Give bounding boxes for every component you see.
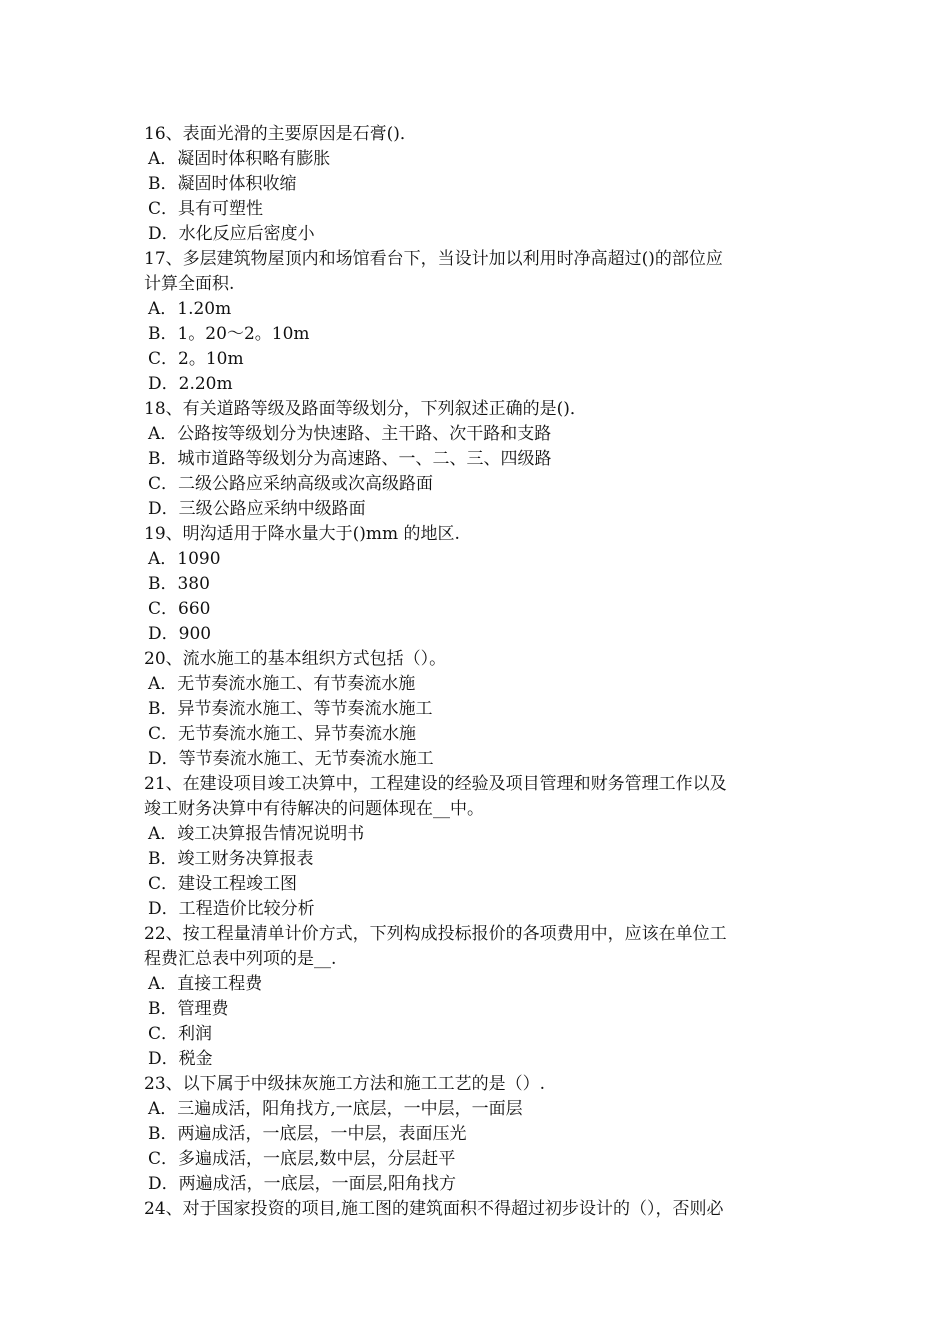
- question-block: [144, 1197, 812, 1222]
- answer-option: B．凝固时体积收缩: [148, 174, 297, 194]
- answer-option: B．城市道路等级划分为高速路、一、二、三、四级路: [148, 449, 552, 469]
- question-block: [144, 772, 812, 922]
- question-block: [144, 522, 812, 647]
- question-text: 19、明沟适用于降水量大于()mm 的地区.: [144, 524, 460, 544]
- answer-option: A．直接工程费: [148, 974, 263, 994]
- answer-option: A．凝固时体积略有膨胀: [148, 149, 331, 169]
- question-text: 17、多层建筑物屋顶内和场馆看台下，当设计加以利用时净高超过()的部位应: [144, 249, 723, 269]
- answer-option: C．利润: [148, 1024, 213, 1044]
- answer-option: C．多遍成活，一底层,数中层，分层赶平: [148, 1149, 456, 1169]
- answer-option: C．建设工程竣工图: [148, 874, 298, 894]
- question-text: 22、按工程量清单计价方式，下列构成投标报价的各项费用中，应该在单位工: [144, 924, 727, 944]
- answer-option: A．公路按等级划分为快速路、主干路、次干路和支路: [148, 424, 552, 444]
- question-text: 程费汇总表中列项的是__.: [144, 949, 337, 969]
- answer-option: C．2。10m: [148, 349, 244, 369]
- answer-option: C．无节奏流水施工、异节奏流水施: [148, 724, 417, 744]
- question-text: 计算全面积.: [144, 274, 235, 294]
- question-block: [144, 1072, 812, 1197]
- answer-option: C．具有可塑性: [148, 199, 264, 219]
- answer-option: A．竣工决算报告情况说明书: [148, 824, 365, 844]
- question-block: [144, 122, 812, 247]
- answer-option: D．两遍成活，一底层，一面层,阳角找方: [148, 1174, 457, 1194]
- question-text: 竣工财务决算中有待解决的问题体现在__中。: [144, 799, 484, 819]
- answer-option: D．水化反应后密度小: [148, 224, 315, 244]
- answer-option: D．工程造价比较分析: [148, 899, 315, 919]
- answer-option: D．900: [148, 624, 212, 644]
- answer-option: B．竣工财务决算报表: [148, 849, 314, 869]
- question-text: 21、在建设项目竣工决算中，工程建设的经验及项目管理和财务管理工作以及: [144, 774, 727, 794]
- question-block: [144, 397, 812, 522]
- answer-option: B．管理费: [148, 999, 229, 1019]
- answer-option: A．1090: [148, 549, 221, 569]
- answer-option: B．异节奏流水施工、等节奏流水施工: [148, 699, 433, 719]
- answer-option: B．380: [148, 574, 210, 594]
- answer-option: B．1。20～2。10m: [148, 324, 310, 344]
- answer-option: D．三级公路应采纳中级路面: [148, 499, 366, 519]
- question-text: 23、以下属于中级抹灰施工方法和施工工艺的是（）.: [144, 1074, 546, 1094]
- answer-option: D．等节奏流水施工、无节奏流水施工: [148, 749, 434, 769]
- answer-option: A．1.20m: [148, 299, 232, 319]
- question-text: 20、流水施工的基本组织方式包括（）。: [144, 649, 447, 669]
- answer-option: A．三遍成活，阳角找方,一底层，一中层，一面层: [148, 1099, 523, 1119]
- question-text: 18、有关道路等级及路面等级划分，下列叙述正确的是()．: [144, 399, 587, 419]
- question-text: 24、对于国家投资的项目,施工图的建筑面积不得超过初步设计的（），否则必: [144, 1199, 724, 1219]
- answer-option: D．税金: [148, 1049, 213, 1069]
- answer-option: B．两遍成活，一底层，一中层，表面压光: [148, 1124, 467, 1144]
- answer-option: C．660: [148, 599, 211, 619]
- question-block: [144, 247, 812, 397]
- question-block: [144, 922, 812, 1072]
- question-list: [144, 122, 812, 1222]
- answer-option: C．二级公路应采纳高级或次高级路面: [148, 474, 434, 494]
- answer-option: D．2.20m: [148, 374, 233, 394]
- question-text: 16、表面光滑的主要原因是石膏()．: [144, 124, 417, 144]
- answer-option: A．无节奏流水施工、有节奏流水施: [148, 674, 416, 694]
- question-block: [144, 647, 812, 772]
